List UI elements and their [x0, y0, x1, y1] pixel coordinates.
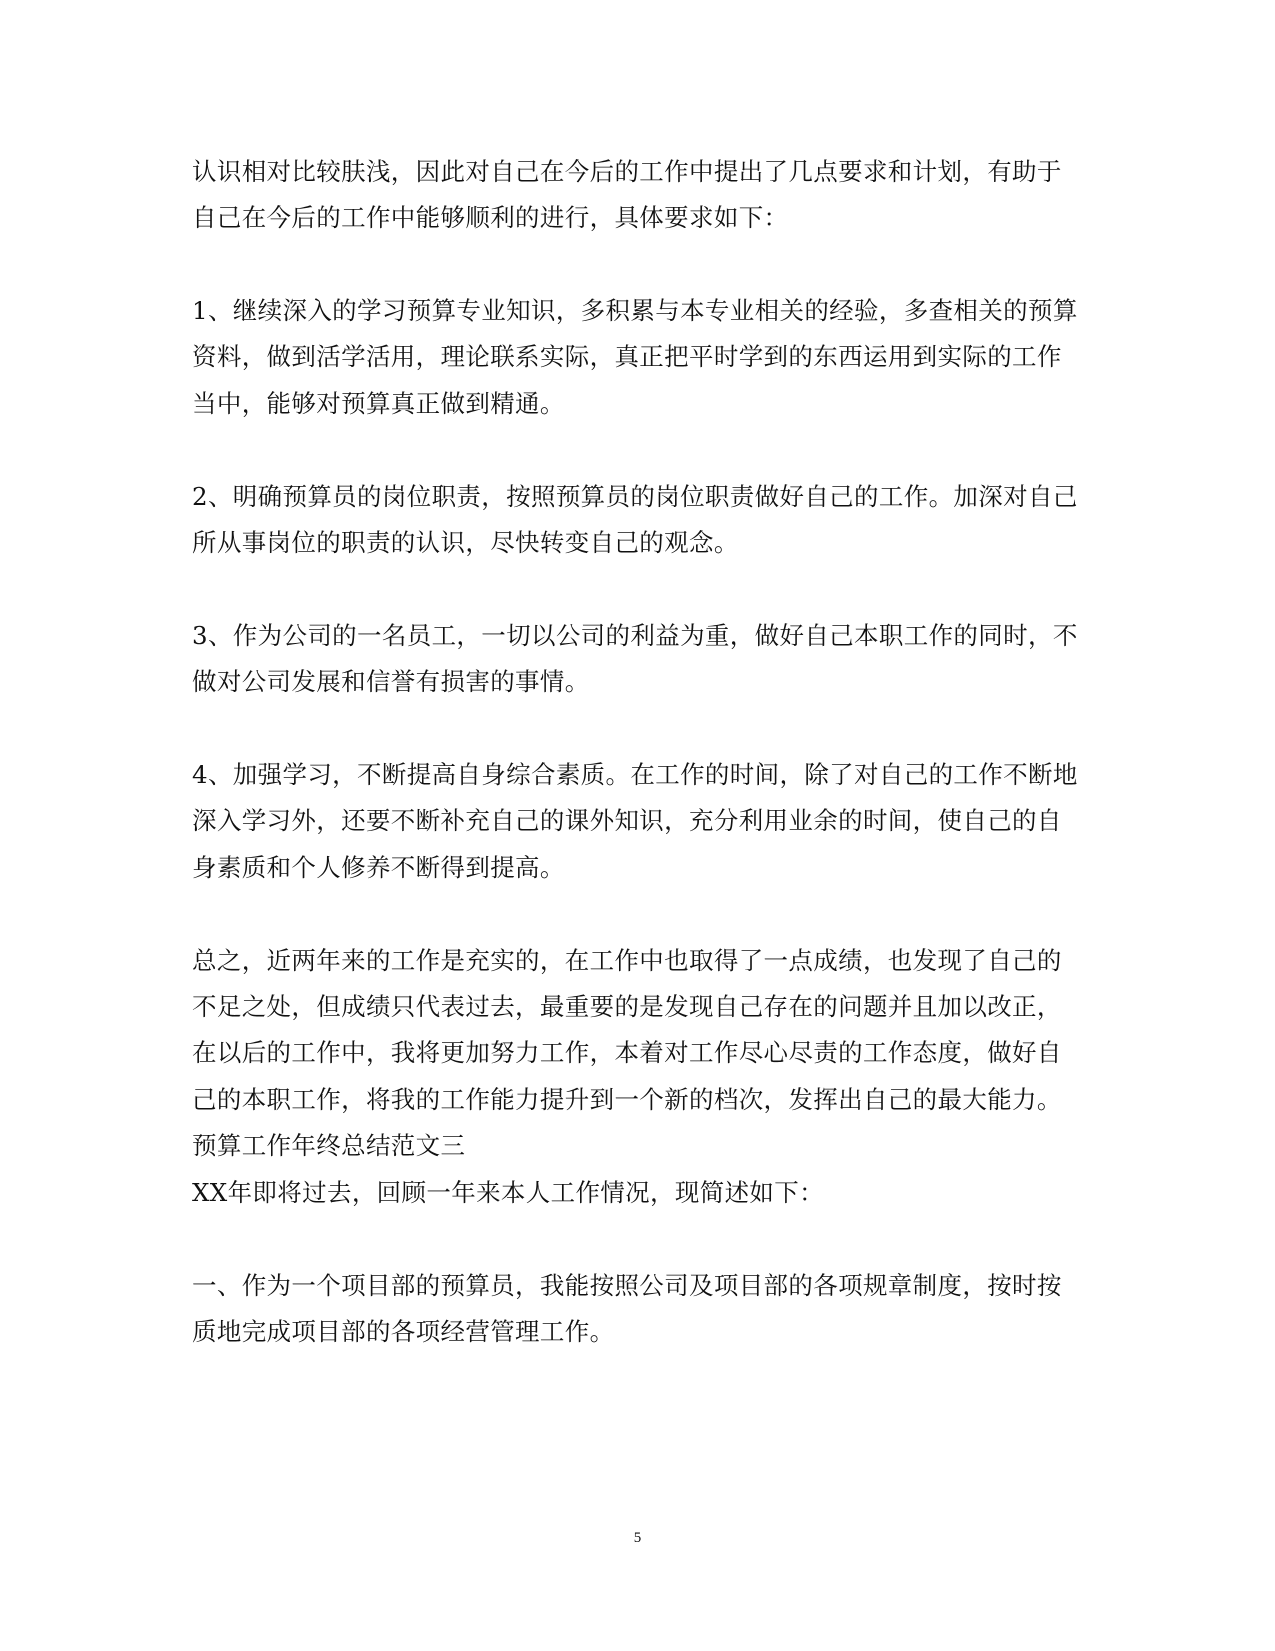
- text-line: 1、继续深入的学习预算专业知识，多积累与本专业相关的经验，多查相关的预算: [192, 296, 1078, 325]
- page-number: 5: [633, 1530, 642, 1546]
- text-line: 自己在今后的工作中能够顺利的进行，具体要求如下：: [192, 203, 789, 232]
- text-line: 深入学习外，还要不断补充自己的课外知识，充分利用业余的时间，使自己的自: [192, 806, 1062, 835]
- text-line: 身素质和个人修养不断得到提高。: [192, 853, 565, 882]
- text-line: 不足之处，但成绩只代表过去，最重要的是发现自己存在的问题并且加以改正，: [192, 992, 1062, 1021]
- text-line: 一、作为一个项目部的预算员，我能按照公司及项目部的各项规章制度，按时按: [192, 1271, 1062, 1300]
- text-line: 3、作为公司的一名员工，一切以公司的利益为重，做好自己本职工作的同时，不: [192, 621, 1078, 650]
- text-line: XX年即将过去，回顾一年来本人工作情况，现简述如下：: [192, 1178, 824, 1207]
- text-line: 4、加强学习，不断提高自身综合素质。在工作的时间，除了对自己的工作不断地: [192, 760, 1078, 789]
- section-heading: 预算工作年终总结范文三: [192, 1131, 466, 1160]
- text-line: 当中，能够对预算真正做到精通。: [192, 389, 565, 418]
- text-line: 资料，做到活学活用，理论联系实际，真正把平时学到的东西运用到实际的工作: [192, 342, 1062, 371]
- text-line: 所从事岗位的职责的认识，尽快转变自己的观念。: [192, 528, 739, 557]
- text-line: 做对公司发展和信誉有损害的事情。: [192, 667, 590, 696]
- text-line: 质地完成项目部的各项经营管理工作。: [192, 1317, 615, 1346]
- text-line: 2、明确预算员的岗位职责，按照预算员的岗位职责做好自己的工作。加深对自己: [192, 482, 1078, 511]
- text-line: 总之，近两年来的工作是充实的，在工作中也取得了一点成绩，也发现了自己的: [192, 946, 1062, 975]
- text-line: 在以后的工作中，我将更加努力工作，本着对工作尽心尽责的工作态度，做好自: [192, 1038, 1062, 1067]
- text-line: 己的本职工作，将我的工作能力提升到一个新的档次，发挥出自己的最大能力。: [192, 1085, 1062, 1114]
- text-line: 认识相对比较肤浅，因此对自己在今后的工作中提出了几点要求和计划，有助于: [192, 157, 1062, 186]
